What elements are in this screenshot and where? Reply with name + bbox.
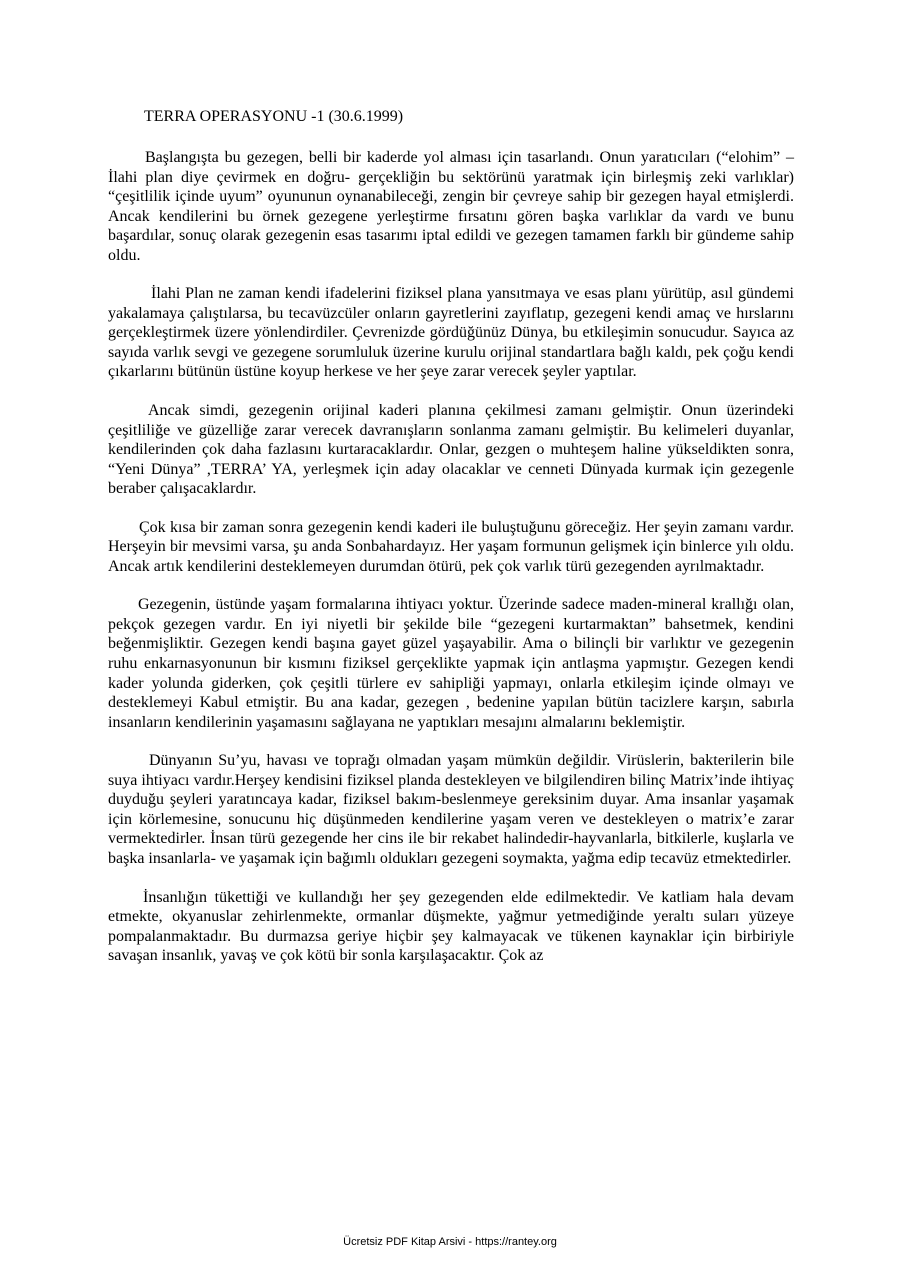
document-body [108, 148, 794, 985]
paragraph-6: Dünyanın Su’yu, havası ve toprağı olmadan yaşam mümkün değildir. Virüslerin, bakterilerin bile suya ihtiyacı vardır.Herşey kendisini fiziksel planda destekleyen ve bilgilendiren bilinç Matrix’inde ihtiyaç duyduğu şeyleri yaratıncaya kadar, fiziksel bakım-beslenmeye gereksinim duyar. Ama insanlar yaşamak için körlemesine, sonucunu hiç düşünmeden kendilerine yaşam veren ve destekleyen o matrix’e zarar vermektedirler. İnsan türü gezegende her cins ile bir rekabet halindedir-hayvanlarla, bitkilerle, kuşlarla ve başka insanlarla- ve yaşamak için bağımlı oldukları gezegeni soymakta, yağma edip tecavüz etmektedirler. [108, 752, 794, 867]
paragraph-2: İlahi Plan ne zaman kendi ifadelerini fiziksel plana yansıtmaya ve esas planı yürütüp, asıl gündemi yakalamaya çalıştılarsa, bu tecavüzcüler onların gayretlerini zayıflatıp, gezegeni kendi amaç ve hırslarını gerçekleştirmek üzere yönlendirdiler. Çevrenizde gördüğünüz Dünya, bu etkileşimin sonucudur. Sayıca az sayıda varlık sevgi ve gezegene sorumluluk üzerine kurulu orijinal standartlara bağlı kaldı, pek çoğu kendi çıkarlarını bütünün üstüne koyup herkese ve her şeye zarar verecek şeyler yaptılar. [108, 285, 794, 381]
paragraph-3: Ancak simdi, gezegenin orijinal kaderi planına çekilmesi zamanı gelmiştir. Onun üzerindeki çeşitliliğe ve güzelliğe zarar verecek davranışların sonlanma zamanı gelmiştir. Bu kelimeleri duyanlar, kendilerinden çok daha fazlasını kurtaracaklardır. Onlar, gezgen o muhteşem haline yükseldikten sonra, “Yeni Dünya” ,TERRA’ YA, yerleşmek için aday olacaklar ve cenneti Dünyada kurmak için gezegenle beraber çalışacaklardır. [108, 402, 794, 498]
paragraph-4: Çok kısa bir zaman sonra gezegenin kendi kaderi ile buluştuğunu göreceğiz. Her şeyin zamanı vardır. Herşeyin bir mevsimi varsa, şu anda Sonbahardayız. Her yaşam formunun gelişmek için binlerce yılı oldu. Ancak artık kendilerini desteklemeyen durumdan ötürü, pek çok varlık türü gezegenden ayrılmaktadır. [108, 518, 794, 575]
paragraph-7: İnsanlığın tükettiği ve kullandığı her şey gezegenden elde edilmektedir. Ve katliam hala devam etmekte, okyanuslar zehirlenmekte, ormanlar düşmekte, yağmur yetmediğinde yeraltı suları yüzeye pompalanmaktadır. Bu durmazsa geriye hiçbir şey kalmayacak ve tükenen kaynaklar için birbiriyle savaşan insanlık, yavaş ve çok kötü bir sonla karşılaşacaktır. Çok az [108, 888, 794, 965]
paragraph-5: Gezegenin, üstünde yaşam formalarına ihtiyacı yoktur. Üzerinde sadece maden-mineral krallığı olan, pekçok gezegen vardır. En iyi niyetli bir şekilde bile “gezegeni kurtarmaktan” bahsetmek, kendini beğenmişliktir. Gezegen kendi başına gayet güzel yaşayabilir. Ama o bilinçli bir varlıktır ve gezegenin ruhu enkarnasyonunun bir kısmını fiziksel gerçeklikte yapmak için antlaşma yapmıştır. Gezegen kendi kader yolunda giderken, çok çeşitli türlere ev sahipliği yapmayı, onlarla etkileşim içinde olmayı ve desteklemeyi Kabul etmiştir. Bu ana kadar, gezegen , bedenine yapılan bütün tacizlere karşın, sabırla insanların kendilerinin yaşamasını sağlayana ne yaptıkları mesajını almalarını beklemiştir. [108, 596, 794, 731]
page-footer: Ücretsiz PDF Kitap Arsivi - https://rantey.org [343, 1236, 557, 1248]
document-title: TERRA OPERASYONU -1 (30.6.1999) [144, 108, 404, 125]
paragraph-1: Başlangışta bu gezegen, belli bir kaderde yol alması için tasarlandı. Onun yaratıcıları (“elohim” – İlahi plan diye çevirmek en doğru- gerçekliğin bu sektörünü yaratmak için birleşmiş zeki varlıklar) “çeşitlilik içinde uyum” oyununun oynanabileceği, zengin bir çevreye sahip bir gezegen hayal etmişlerdi. Ancak kendilerini bu örnek gezegene yerleştirme fırsatını gören başka varlıklar da vardı ve bunu başardılar, sonuç olarak gezegenin esas tasarımı iptal edildi ve gezegen tamamen farklı bir gündeme sahip oldu. [108, 149, 794, 264]
